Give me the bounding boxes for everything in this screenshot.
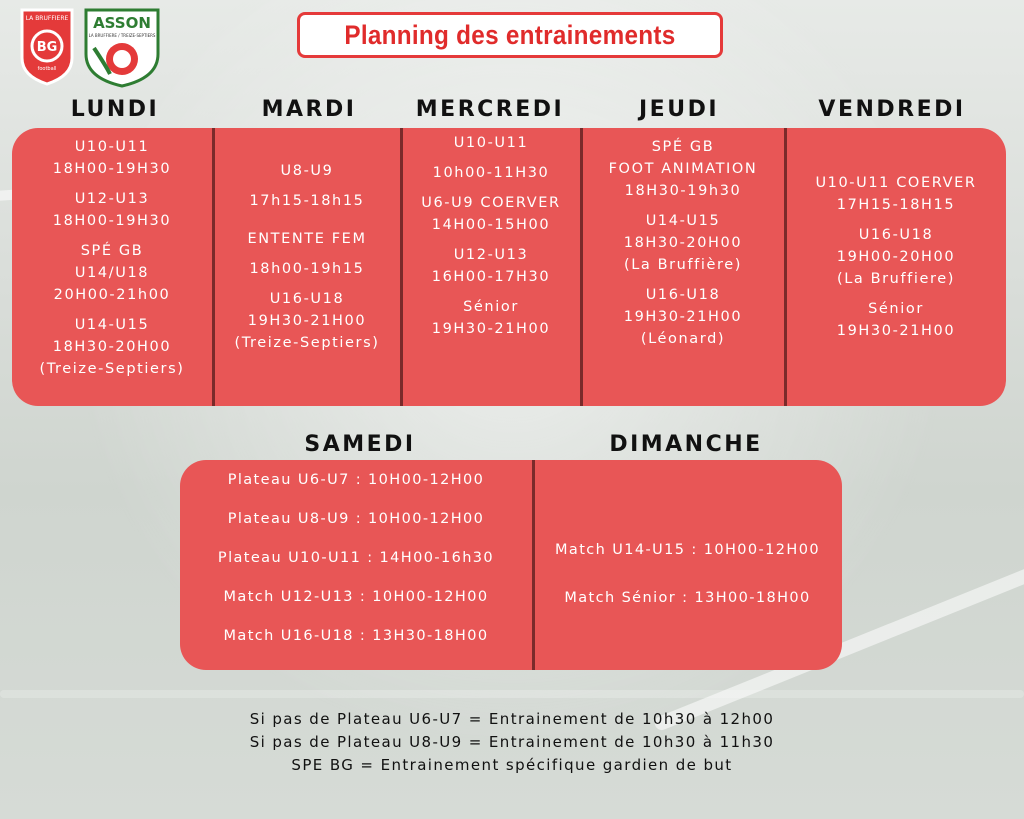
schedule-line: Sénior <box>463 299 519 315</box>
schedule-line: 18h00-19h15 <box>249 261 365 277</box>
schedule-line: (La Bruffière) <box>623 257 743 273</box>
schedule-line: 19H30-21H00 <box>431 321 551 337</box>
samedi-entry: Plateau U6-U7 : 10H00-12H00 <box>227 472 485 488</box>
spacer <box>403 288 579 296</box>
dimanche-entry: Match Sénior : 13H00-18H00 <box>564 590 811 606</box>
schedule-line: 20H00-21h00 <box>53 287 171 303</box>
spacer <box>14 232 210 240</box>
schedule-column-jeudi <box>583 136 783 350</box>
schedule-line: 17h15-18h15 <box>249 193 365 209</box>
spacer <box>14 180 210 188</box>
footnote-line: SPE BG = Entrainement spécifique gardien de but <box>291 756 733 774</box>
schedule-line: 18H00-19H30 <box>52 213 172 229</box>
day-heading-vendredi: VENDREDI <box>818 97 966 122</box>
spacer <box>14 306 210 314</box>
spacer <box>215 250 399 258</box>
spacer <box>215 220 399 228</box>
day-heading-mercredi: MERCREDI <box>415 97 565 122</box>
left-logo-sub: football <box>37 66 57 72</box>
schedule-line: U14/U18 <box>74 265 150 281</box>
schedule-line: U14-U15 <box>645 213 721 229</box>
page-title: Planning des entrainements <box>344 19 676 50</box>
schedule-line: 19H00-20H00 <box>836 249 956 265</box>
right-logo-sub: LA BRUFFIERE / TREIZE-SEPTIERS <box>88 33 156 38</box>
schedule-line: 19H30-21H00 <box>623 309 743 325</box>
schedule-line: (Léonard) <box>640 331 726 347</box>
column-divider <box>532 460 535 670</box>
schedule-line: Sénior <box>868 301 924 317</box>
dimanche-entry: Match U14-U15 : 10H00-12H00 <box>555 542 820 558</box>
day-heading-samedi: SAMEDI <box>304 432 416 457</box>
schedule-line: U10-U11 COERVER <box>815 175 977 191</box>
schedule-line: 17H15-18H15 <box>836 197 956 213</box>
spacer <box>215 212 399 220</box>
schedule-line: U12-U13 <box>453 247 529 263</box>
schedule-line: ENTENTE FEM <box>247 231 367 247</box>
schedule-line: FOOT ANIMATION <box>608 161 758 177</box>
samedi-entry: Plateau U10-U11 : 14H00-16h30 <box>217 550 495 566</box>
pitch-line <box>0 690 1024 698</box>
day-heading-dimanche: DIMANCHE <box>609 432 763 457</box>
spacer <box>403 154 579 162</box>
title-box <box>297 12 723 58</box>
spacer <box>403 236 579 244</box>
schedule-line: U12-U13 <box>74 191 150 207</box>
spacer <box>583 202 783 210</box>
schedule-line: 19H30-21H00 <box>247 313 367 329</box>
spacer <box>787 216 1005 224</box>
spacer <box>583 276 783 284</box>
samedi-entry: Match U16-U18 : 13H30-18H00 <box>223 628 489 644</box>
schedule-line: 14H00-15H00 <box>431 217 551 233</box>
schedule-column-mardi <box>215 160 399 354</box>
schedule-line: (Treize-Septiers) <box>39 361 185 377</box>
la-bruffiere-logo <box>18 6 76 86</box>
schedule-line: 18H30-20H00 <box>52 339 172 355</box>
samedi-entry: Plateau U8-U9 : 10H00-12H00 <box>227 511 485 527</box>
left-logo-monogram: BG <box>36 40 58 55</box>
schedule-column-mercredi <box>403 132 579 340</box>
schedule-line: 18H30-20H00 <box>623 235 743 251</box>
spacer <box>403 184 579 192</box>
schedule-column-vendredi <box>787 172 1005 342</box>
schedule-line: 16H00-17H30 <box>431 269 551 285</box>
schedule-line: U8-U9 <box>280 163 334 179</box>
right-logo-text: ASSON <box>93 14 151 32</box>
schedule-line: U16-U18 <box>858 227 934 243</box>
schedule-line: 18H00-19H30 <box>52 161 172 177</box>
spacer <box>215 280 399 288</box>
schedule-line: SPÉ GB <box>651 139 715 155</box>
schedule-line: (Treize-Septiers) <box>234 335 380 351</box>
schedule-line: U16-U18 <box>645 287 721 303</box>
footnote-line: Si pas de Plateau U8-U9 = Entrainement de 10h30 à 11h30 <box>249 733 775 751</box>
schedule-line: U16-U18 <box>269 291 345 307</box>
day-heading-jeudi: JEUDI <box>638 97 720 122</box>
schedule-line: U14-U15 <box>74 317 150 333</box>
schedule-line: (La Bruffiere) <box>836 271 956 287</box>
spacer <box>215 182 399 190</box>
day-heading-mardi: MARDI <box>261 97 357 122</box>
day-heading-lundi: LUNDI <box>70 97 160 122</box>
schedule-column-lundi <box>14 136 210 380</box>
schedule-line: SPÉ GB <box>80 243 144 259</box>
left-logo-text: LA BRUFFIERE <box>25 15 69 22</box>
schedule-line: 19H30-21H00 <box>836 323 956 339</box>
schedule-line: 10h00-11H30 <box>432 165 550 181</box>
schedule-line: U6-U9 COERVER <box>421 195 561 211</box>
samedi-entry: Match U12-U13 : 10H00-12H00 <box>223 589 489 605</box>
footnotes <box>0 708 1024 777</box>
spacer <box>787 290 1005 298</box>
schedule-line: U10-U11 <box>74 139 150 155</box>
footnote-line: Si pas de Plateau U6-U7 = Entrainement de 10h30 à 12h00 <box>249 710 775 728</box>
schedule-line: U10-U11 <box>453 135 529 151</box>
schedule-line: 18H30-19h30 <box>624 183 742 199</box>
asson-logo <box>80 4 164 88</box>
